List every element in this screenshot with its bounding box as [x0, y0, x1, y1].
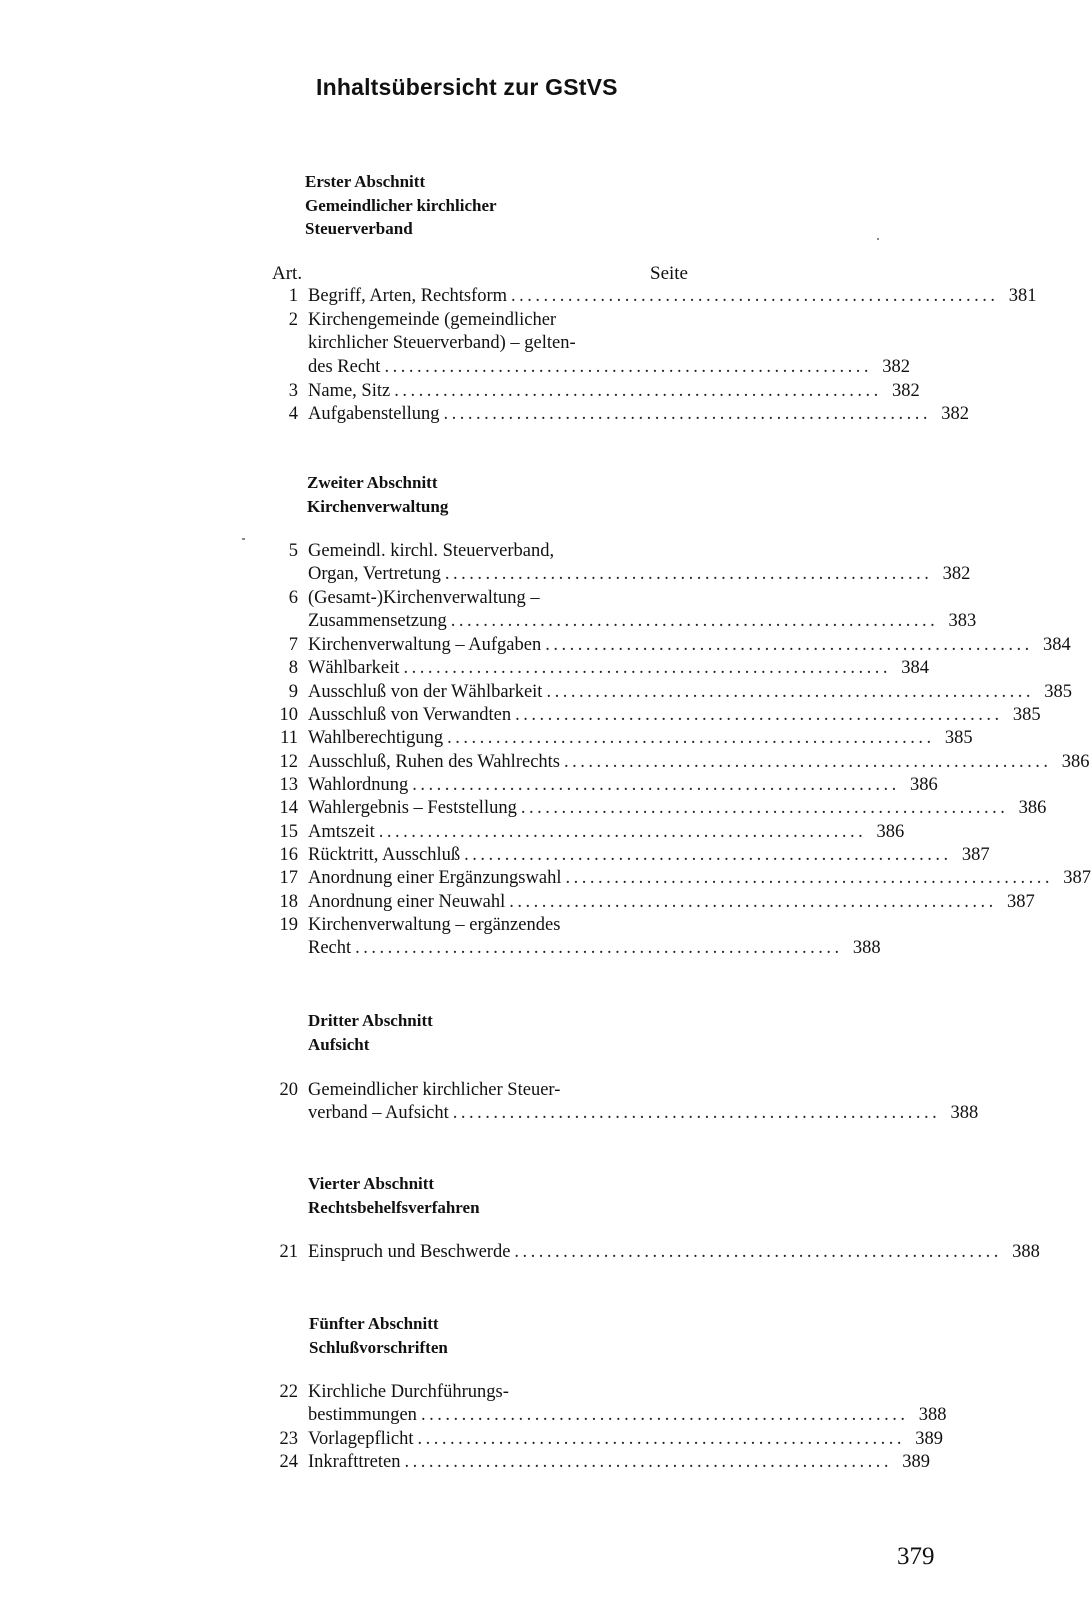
- section-subtitle: Gemeindlicher kirchlicher: [305, 195, 497, 215]
- section-subtitle: Schlußvorschriften: [309, 1337, 448, 1357]
- toc-entry: [262, 704, 1041, 727]
- toc-entry: [262, 657, 929, 680]
- section-label: Dritter Abschnitt: [308, 1011, 433, 1030]
- dot-leader: ............................................................: [404, 1452, 892, 1472]
- entry-line: [308, 1079, 698, 1102]
- section-heading-2: [307, 471, 448, 518]
- article-number: 7: [288, 635, 298, 655]
- article-number: 14: [279, 798, 298, 818]
- dot-leader: ............................................................: [444, 564, 933, 585]
- page-reference: 385: [944, 728, 973, 748]
- page-reference: 387: [1007, 892, 1035, 912]
- toc-entry: [262, 587, 977, 634]
- entry-line: [308, 285, 1037, 308]
- entry-line: [308, 540, 698, 563]
- entry-line: [308, 797, 1047, 820]
- entry-title: Inkrafttreten: [308, 1452, 401, 1472]
- section-subtitle: Rechtsbehelfsverfahren: [308, 1197, 480, 1217]
- page-reference: 386: [876, 822, 905, 842]
- dot-leader: ............................................................: [545, 635, 1033, 655]
- scan-speck: [242, 538, 245, 540]
- article-number: 2: [288, 310, 298, 330]
- page-reference: 388: [918, 1405, 947, 1426]
- entry-line: [308, 1404, 947, 1427]
- entry-line: [308, 681, 1072, 704]
- entry-title: Ausschluß von Verwandten: [308, 705, 512, 725]
- dot-leader: ............................................................: [355, 938, 843, 959]
- entry-title: Zusammensetzung: [308, 611, 447, 632]
- article-number: 6: [288, 588, 298, 608]
- entry-line: [308, 774, 938, 797]
- entry-title: Gemeindl. kirchl. Steuerverband,: [308, 541, 555, 561]
- dot-leader: ............................................................: [378, 822, 867, 842]
- section-heading-5: [309, 1312, 448, 1359]
- page-reference: 386: [910, 775, 938, 795]
- toc-entry: [262, 1451, 930, 1474]
- dot-leader: ............................................................: [420, 1405, 909, 1426]
- toc-entry: [262, 751, 1090, 774]
- dot-leader: ............................................................: [564, 752, 1052, 772]
- entry-line: [308, 1102, 979, 1125]
- article-number: 8: [288, 658, 298, 678]
- toc-entry: [262, 797, 1047, 820]
- page-reference: 385: [1012, 705, 1041, 725]
- entry-line: [308, 937, 881, 960]
- article-number: 9: [288, 682, 298, 702]
- entry-title: Kirchenverwaltung – ergänzendes: [308, 915, 561, 935]
- dot-leader: ............................................................: [450, 611, 939, 632]
- column-header-art: Art.: [272, 263, 303, 284]
- section-subtitle: Steuerverband: [305, 219, 413, 238]
- page-reference: 387: [961, 845, 990, 865]
- scan-speck: [877, 238, 879, 240]
- entry-title: Wahlberechtigung: [308, 728, 444, 748]
- entry-title: Ausschluß, Ruhen des Wahlrechts: [308, 752, 560, 772]
- entry-title: Vorlagepflicht: [308, 1429, 414, 1449]
- section-subtitle: Kirchenverwaltung: [307, 496, 449, 516]
- article-number: 11: [280, 728, 298, 748]
- entry-title: Amtszeit: [308, 822, 375, 842]
- dot-leader: ............................................................: [514, 1242, 1002, 1262]
- section-subtitle: Aufsicht: [308, 1034, 370, 1054]
- toc-entry: [262, 821, 905, 844]
- page-reference: 382: [942, 564, 971, 585]
- entry-line: [308, 891, 1035, 914]
- article-number: 19: [279, 915, 298, 935]
- toc-entry: [262, 1381, 947, 1428]
- dot-leader: ............................................................: [546, 682, 1034, 702]
- article-number: 5: [288, 541, 298, 561]
- entry-title: Organ, Vertretung: [308, 564, 441, 585]
- entry-title: des Recht: [308, 356, 381, 377]
- page-reference: 389: [915, 1429, 943, 1449]
- dot-leader: ............................................................: [520, 798, 1009, 818]
- dot-leader: ............................................................: [403, 658, 891, 678]
- column-header-seite: Seite: [650, 263, 688, 284]
- toc-entry: [262, 774, 938, 797]
- article-number: 23: [279, 1429, 298, 1449]
- entry-title: Name, Sitz: [308, 381, 391, 401]
- page-reference: 388: [950, 1103, 979, 1124]
- entry-line: [308, 821, 905, 844]
- article-number: 16: [279, 845, 298, 865]
- section-heading-1: [305, 170, 497, 241]
- article-number: 10: [279, 705, 298, 725]
- entry-title: Wählbarkeit: [308, 658, 400, 678]
- entry-line: [308, 403, 970, 426]
- dot-leader: ............................................................: [384, 356, 872, 377]
- page-reference: 382: [882, 356, 910, 377]
- entry-title: (Gesamt-)Kirchenverwaltung –: [308, 588, 540, 608]
- page-reference: 384: [1042, 635, 1071, 655]
- entry-title: Wahlergebnis – Feststellung: [308, 798, 517, 818]
- dot-leader: ............................................................: [417, 1429, 905, 1449]
- entry-line: [308, 634, 1071, 657]
- dot-leader: ............................................................: [464, 845, 952, 865]
- entry-line: [308, 380, 920, 403]
- toc-entry: [262, 867, 1091, 890]
- entry-line: [308, 704, 1041, 727]
- article-number: 21: [279, 1242, 298, 1262]
- article-number: 15: [279, 822, 298, 842]
- entry-title: Gemeindlicher kirchlicher Steuer-: [308, 1080, 561, 1100]
- entry-title: Aufgabenstellung: [308, 404, 440, 424]
- page-reference: 382: [941, 404, 970, 424]
- page-reference: 389: [902, 1452, 930, 1472]
- entry-title: Ausschluß von der Wählbarkeit: [308, 682, 543, 702]
- entry-title: Anordnung einer Ergänzungswahl: [308, 868, 562, 888]
- entry-line: [308, 309, 698, 332]
- page-reference: 381: [1008, 286, 1037, 306]
- entry-line: [308, 867, 1091, 890]
- entry-line: [308, 356, 910, 379]
- article-number: 3: [288, 381, 298, 401]
- entry-title: Kirchenverwaltung – Aufgaben: [308, 635, 542, 655]
- toc-entry: [262, 1079, 979, 1126]
- toc-entry: [262, 540, 971, 587]
- article-number: 18: [279, 892, 298, 912]
- page-reference: 386: [1018, 798, 1047, 818]
- article-number: 17: [279, 868, 298, 888]
- entry-title: Rücktritt, Ausschluß: [308, 845, 461, 865]
- page-title: Inhaltsübersicht zur GStVS: [316, 74, 618, 100]
- toc-entry: [262, 309, 910, 379]
- entry-title: Einspruch und Beschwerde: [308, 1242, 511, 1262]
- page-reference: 383: [948, 611, 977, 632]
- dot-leader: ............................................................: [447, 728, 935, 748]
- article-number: 13: [279, 775, 298, 795]
- dot-leader: ............................................................: [565, 868, 1053, 888]
- entry-line: [308, 657, 929, 680]
- dot-leader: ............................................................: [394, 381, 882, 401]
- toc-entry: [262, 727, 973, 750]
- section-label: Zweiter Abschnitt: [307, 473, 438, 492]
- entry-line: [308, 751, 1090, 774]
- entry-title: kirchlicher Steuerverband) – gelten-: [308, 333, 576, 354]
- toc-entry: [262, 914, 881, 961]
- toc-entry: [262, 681, 1072, 704]
- page-reference: 388: [852, 938, 881, 959]
- article-number: 22: [279, 1382, 298, 1402]
- entry-line: [308, 587, 698, 610]
- article-number: 24: [279, 1452, 298, 1472]
- toc-entry: [262, 285, 1037, 308]
- section-label: Fünfter Abschnitt: [309, 1314, 439, 1333]
- dot-leader: ............................................................: [452, 1103, 941, 1124]
- page-reference: 384: [901, 658, 929, 678]
- entry-line: [308, 332, 698, 355]
- toc-entry: [262, 891, 1035, 914]
- dot-leader: ............................................................: [515, 705, 1003, 725]
- entry-title: Wahlordnung: [308, 775, 409, 795]
- entry-line: [308, 563, 971, 586]
- dot-leader: ............................................................: [412, 775, 900, 795]
- section-label: Vierter Abschnitt: [308, 1174, 435, 1193]
- entry-line: [308, 844, 990, 867]
- entry-title: Anordnung einer Neuwahl: [308, 892, 506, 912]
- entry-title: Kirchengemeinde (gemeindlicher: [308, 310, 557, 330]
- article-number: 20: [279, 1080, 298, 1100]
- article-number: 12: [279, 752, 298, 772]
- entry-line: [308, 1381, 698, 1404]
- entry-title: verband – Aufsicht: [308, 1103, 449, 1124]
- toc-entry: [262, 403, 970, 426]
- entry-line: [308, 727, 973, 750]
- dot-leader: ............................................................: [443, 404, 932, 424]
- section-heading-3: [308, 1009, 433, 1056]
- article-number: 1: [288, 286, 298, 306]
- page-reference: 385: [1044, 682, 1072, 702]
- entry-line: [308, 1428, 943, 1451]
- dot-leader: ............................................................: [509, 892, 997, 912]
- page-reference: 387: [1063, 868, 1091, 888]
- article-number: 4: [288, 404, 298, 424]
- entry-title: Begriff, Arten, Rechtsform: [308, 286, 508, 306]
- page-reference: 388: [1012, 1242, 1040, 1262]
- page-reference: 382: [891, 381, 920, 401]
- toc-entry: [262, 844, 990, 867]
- toc-entry: [262, 1241, 1040, 1264]
- entry-title: bestimmungen: [308, 1405, 417, 1426]
- toc-entry: [262, 634, 1071, 657]
- page-number: 379: [897, 1543, 935, 1570]
- section-heading-4: [308, 1172, 480, 1219]
- entry-line: [308, 1451, 930, 1474]
- entry-line: [308, 610, 977, 633]
- entry-title: Recht: [308, 938, 352, 959]
- toc-entry: [262, 380, 920, 403]
- entry-line: [308, 914, 698, 937]
- toc-entry: [262, 1428, 943, 1451]
- page-reference: 386: [1061, 752, 1090, 772]
- dot-leader: ............................................................: [511, 286, 999, 306]
- section-label: Erster Abschnitt: [305, 172, 426, 191]
- entry-title: Kirchliche Durchführungs-: [308, 1382, 509, 1402]
- entry-line: [308, 1241, 1040, 1264]
